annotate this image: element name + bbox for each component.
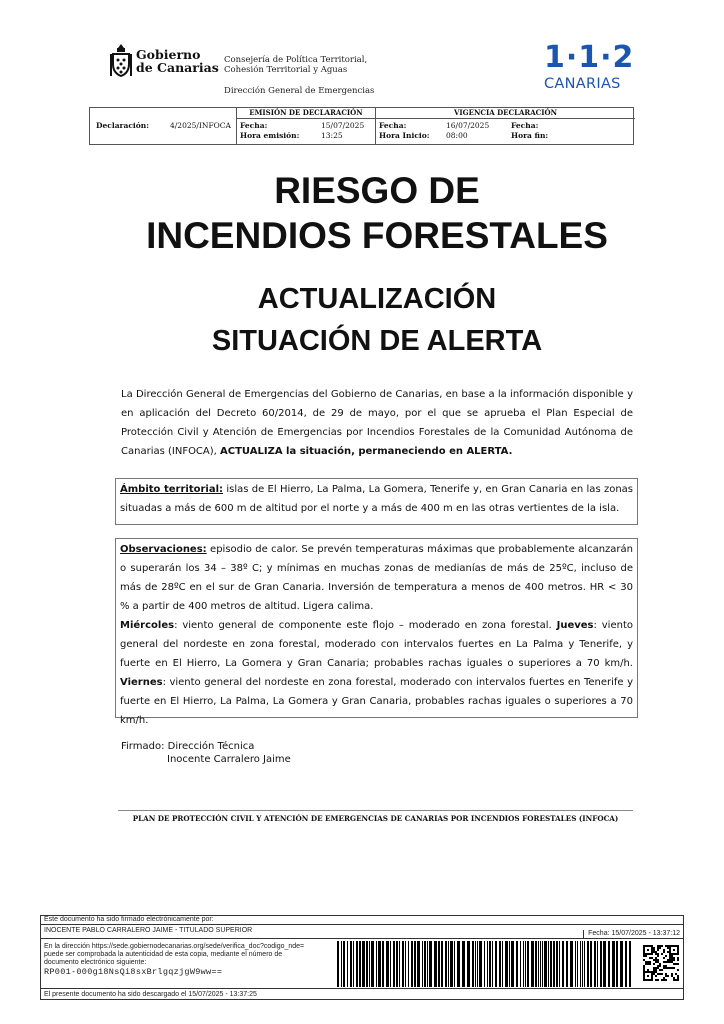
sig-verif bbox=[44, 943, 332, 976]
declaration-table bbox=[89, 107, 634, 145]
viernes-label: Viernes bbox=[120, 677, 163, 688]
gobierno-line2: de Canarias bbox=[136, 60, 219, 75]
miercoles-label: Miércoles bbox=[120, 620, 175, 631]
fin-fecha-label: Fecha: bbox=[511, 121, 539, 130]
vigencia-fecha: 16/07/2025 bbox=[446, 121, 490, 130]
consejeria-line2: Cohesión Territorial y Aguas bbox=[224, 65, 348, 75]
sig-row-firmado bbox=[41, 916, 683, 925]
emision-hora-label: Hora emisión: bbox=[240, 131, 300, 140]
footer-divider bbox=[118, 810, 633, 811]
consejeria-line1: Consejería de Política Territorial, bbox=[224, 55, 368, 65]
consejeria bbox=[224, 55, 367, 75]
observaciones-label: Observaciones: bbox=[120, 544, 207, 555]
qr-code-icon bbox=[643, 945, 679, 981]
vigencia-fecha-label: Fecha: bbox=[379, 121, 407, 130]
footer-plan: PLAN DE PROTECCIÓN CIVIL Y ATENCIÓN DE EMERGENCIAS DE CANARIAS POR INCENDIOS FORESTALES (INFOCA) bbox=[132, 814, 619, 823]
jueves-text: : viento general del nordeste en zona forestal, moderado con intervalos fuertes en La Palma y Tenerife, y fuerte en El Hierro, La Gomera y Gran Canaria; probables rachas iguales o superiores a 70 km/h. bbox=[120, 620, 633, 669]
intro-text: La Dirección General de Emergencias del Gobierno de Canarias, en base a la información disponible y en aplicación del Decreto 60/2014, de 29 de mayo, por el que se aprueba el Plan Especial de Protección Civil y Atención de Emergencias por Incendios Forestales de la Comunidad Autónoma de Canarias (INFOCA), bbox=[121, 389, 633, 457]
logo-112-number: 1·1·2 bbox=[544, 40, 635, 75]
miercoles-text: : viento general de componente este flojo – moderado en zona forestal. bbox=[174, 620, 557, 631]
sig-descargado: El presente documento ha sido descargado el 15/07/2025 - 13:37:25 bbox=[44, 991, 257, 998]
title-line2: INCENDIOS FORESTALES bbox=[146, 215, 608, 256]
declaration-value: 4/2025/INFOCA bbox=[170, 121, 231, 130]
sig-codigo: RP001-000g18NsQi8sxBrlgqzjgW9ww== bbox=[44, 967, 223, 977]
gobierno-title bbox=[136, 48, 219, 74]
ambito-label: Ámbito territorial: bbox=[120, 484, 224, 495]
sig-firmado-por: Este documento ha sido firmado electrónicamente por: bbox=[44, 916, 214, 923]
sig-fecha: Fecha: 15/07/2025 - 13:37:12 bbox=[583, 930, 680, 939]
emision-fecha-label: Fecha: bbox=[240, 121, 268, 130]
sig-row-verif bbox=[41, 939, 683, 989]
vigencia-hora-label: Hora Inicio: bbox=[379, 131, 430, 140]
sig-verif-line2: puede ser comprobada la autenticidad de esta copia, mediante el número de bbox=[44, 951, 283, 958]
sig-row-firmante bbox=[41, 925, 683, 939]
sig-row-descargado bbox=[41, 989, 683, 1000]
sig-firmante: INOCENTE PABLO CARRALERO JAIME - TITULADO SUPERIOR bbox=[44, 927, 253, 934]
observaciones-box bbox=[115, 538, 638, 726]
subtitle-line1: ACTUALIZACIÓN bbox=[257, 283, 497, 315]
logo-112-text: CANARIAS bbox=[544, 76, 621, 92]
declaration-cell bbox=[90, 108, 237, 144]
fin-hora-label: Hora fin: bbox=[511, 131, 549, 140]
coat-of-arms-icon bbox=[108, 42, 134, 82]
declaration-label: Declaración: bbox=[96, 121, 150, 130]
observaciones-text: episodio de calor. Se prevén temperaturas máximas que probablemente alcanzarán o superarán los 34 – 38º C; y mínimas en muchas zonas de medianías de más de 25ºC, incluso de más de 28ºC en el sur de Gran Canaria. Inversión de temperatura a menos de 400 metros. HR < 30 % a partir de 400 metros de altitud. Ligera calima. bbox=[120, 544, 633, 612]
vigencia-header: VIGENCIA DECLARACIÓN bbox=[376, 108, 635, 119]
ambito-text: islas de El Hierro, La Palma, La Gomera, Tenerife y, en Gran Canaria en las zonas situadas a más de 600 m de altitud por el norte y a más de 400 m en las otras vertientes de la isla. bbox=[120, 484, 633, 514]
intro-bold: ACTUALIZA la situación, permaneciendo en ALERTA. bbox=[220, 446, 513, 457]
barcode-icon bbox=[335, 941, 635, 987]
emision-header: EMISIÓN DE DECLARACIÓN bbox=[237, 108, 375, 119]
intro-paragraph bbox=[121, 385, 633, 461]
emision-cell bbox=[237, 108, 376, 144]
jueves-label: Jueves bbox=[556, 620, 594, 631]
emision-hora: 13:25 bbox=[321, 131, 343, 140]
viernes-text: : viento general del nordeste en zona forestal, moderado con intervalos fuertes en Tenerife y fuerte en El Hierro, La Palma, La Gomera y Gran Canaria, probables rachas iguales o superiores a 70 km/h. bbox=[120, 677, 633, 726]
emision-fecha: 15/07/2025 bbox=[321, 121, 365, 130]
firma-label: Firmado: Dirección Técnica bbox=[121, 741, 255, 752]
gobierno-line1: Gobierno bbox=[136, 47, 201, 62]
vigencia-hora: 08:00 bbox=[446, 131, 468, 140]
sig-verif-line1: En la dirección https://sede.gobiernodecanarias.org/sede/verifica_doc?codigo_nde= bbox=[44, 943, 305, 950]
signature-block bbox=[40, 915, 684, 1000]
firma-name: Inocente Carralero Jaime bbox=[167, 754, 291, 765]
title-line1: RIESGO DE bbox=[274, 170, 480, 211]
ambito-box bbox=[115, 478, 638, 525]
vigencia-cell bbox=[376, 108, 635, 144]
direccion-general: Dirección General de Emergencias bbox=[224, 86, 375, 96]
subtitle-line2: SITUACIÓN DE ALERTA bbox=[211, 325, 543, 357]
sig-verif-line3: documento electrónico siguiente: bbox=[44, 959, 147, 966]
